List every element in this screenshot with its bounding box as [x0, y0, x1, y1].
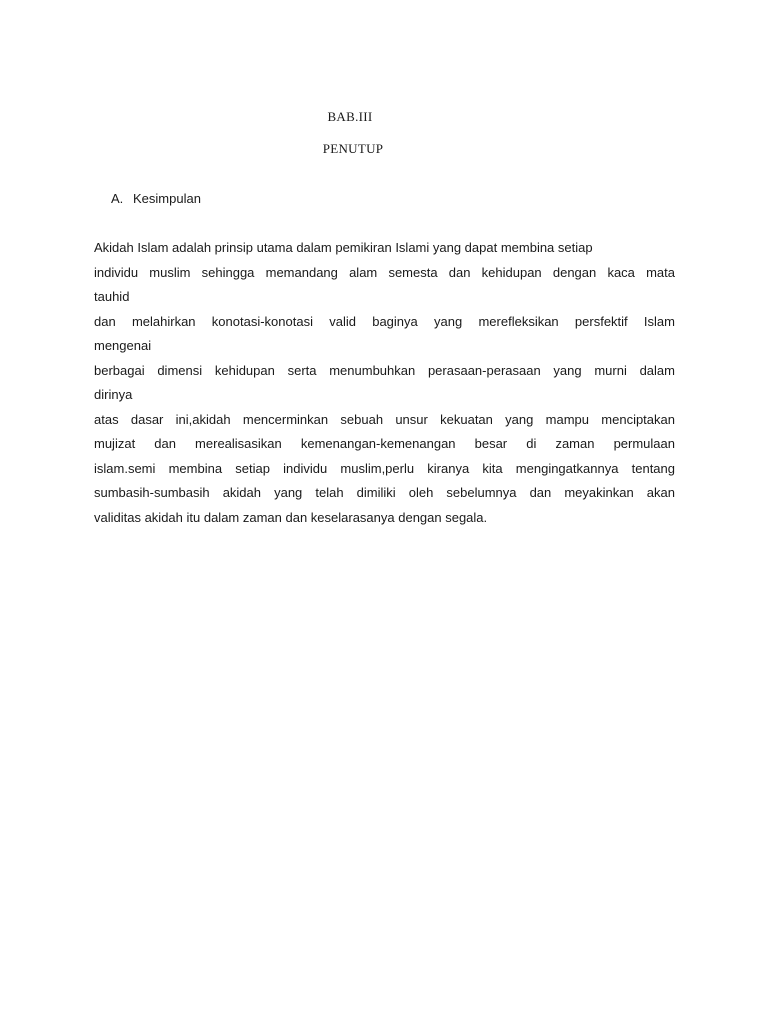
chapter-title: PENUTUP [322, 141, 384, 156]
paragraph-line: individu muslim sehingga memandang alam semesta dan kehidupan dengan kaca mata [94, 264, 675, 280]
paragraph-line: Akidah Islam adalah prinsip utama dalam pemikiran Islami yang dapat membina setiap [94, 240, 593, 255]
section-heading [111, 191, 201, 206]
section-heading-text: Kesimpulan [133, 191, 201, 206]
paragraph-line: islam.semi membina setiap individu muslim,perlu kiranya kita mengingatkannya tentang [94, 460, 675, 476]
paragraph-line: mujizat dan merealisasikan kemenangan-kemenangan besar di zaman permulaan [94, 436, 675, 451]
paragraph-line: berbagai dimensi kehidupan serta menumbuhkan perasaan-perasaan yang murni dalam [94, 362, 675, 378]
paragraph-line: sumbasih-sumbasih akidah yang telah dimiliki oleh sebelumnya dan meyakinkan akan [94, 485, 675, 500]
paragraph-line: tauhid [94, 289, 130, 304]
paragraph-line: mengenai [94, 338, 152, 353]
paragraph-line: validitas akidah itu dalam zaman dan keselarasanya dengan segala. [94, 509, 488, 525]
chapter-number: BAB.III [327, 109, 373, 124]
conclusion-paragraph [94, 236, 675, 530]
paragraph-line: dan melahirkan konotasi-konotasi valid baginya yang merefleksikan persfektif Islam [94, 313, 675, 329]
section-marker: A. [111, 191, 124, 206]
paragraph-line: dirinya [94, 387, 133, 402]
paragraph-line: atas dasar ini,akidah mencerminkan sebuah unsur kekuatan yang mampu menciptakan [94, 411, 675, 427]
